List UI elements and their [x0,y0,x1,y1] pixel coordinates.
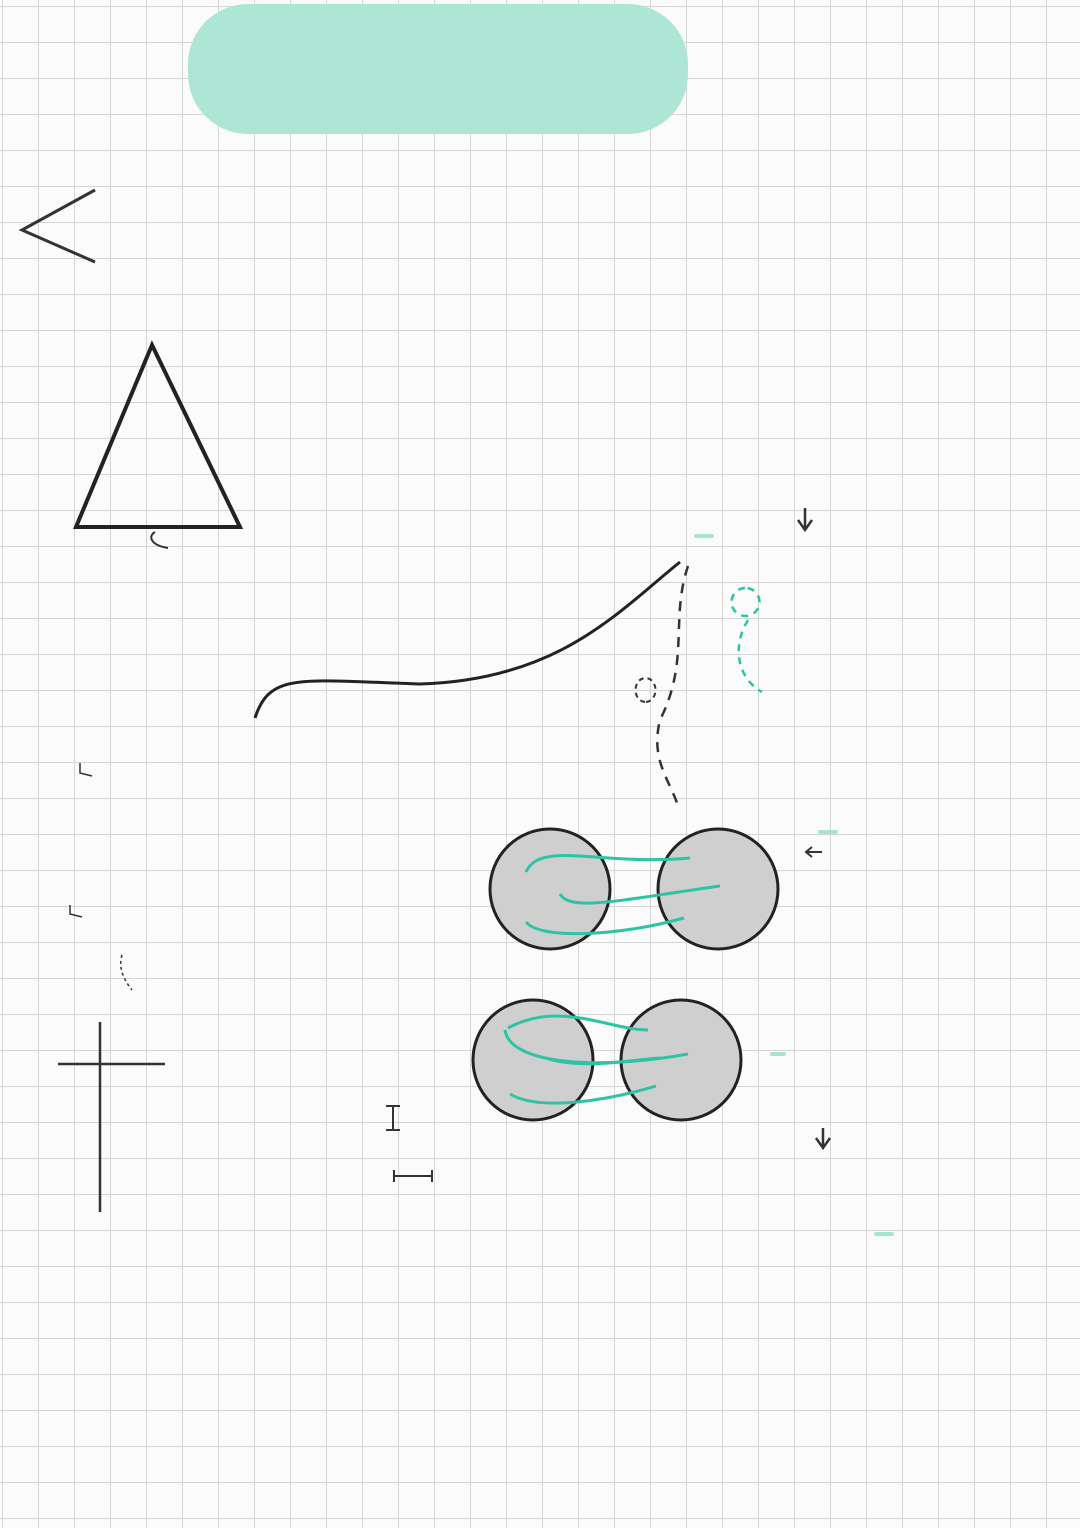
non-label [770,1052,786,1056]
mapping-note [818,830,838,834]
expl-3-highlight [874,1232,894,1236]
